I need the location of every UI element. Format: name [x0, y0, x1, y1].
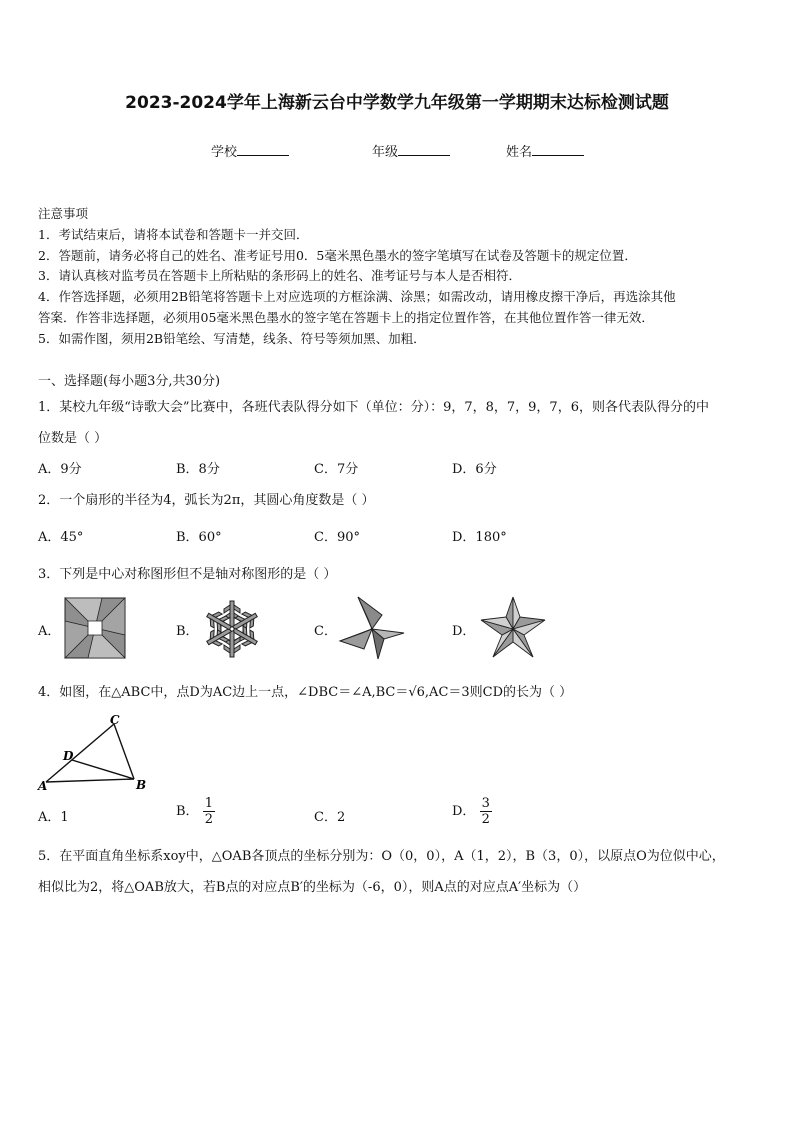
question-3-text: 3．下列是中心对称图形但不是轴对称图形的是（ ） [38, 567, 337, 582]
grade-label: 年级 [372, 145, 399, 160]
q2-option-b[interactable]: B．60° [176, 530, 222, 545]
question-2-text: 2．一个扇形的半径为4，弧长为2π，其圆心角度数是（ ） [38, 493, 375, 508]
question-4-text: 4．如图，在△ABC中，点D为AC边上一点，∠DBC＝∠A,BC＝√6,AC＝3则CD的长为（ ） [38, 685, 573, 700]
q1-option-b[interactable]: B．8分 [176, 462, 220, 477]
grade-field [372, 141, 450, 160]
vertex-label-d: D [63, 749, 74, 763]
vertex-label-a: A [38, 779, 48, 793]
fraction-denominator: 2 [481, 812, 490, 827]
five-point-star-figure [478, 594, 548, 660]
q1-option-a[interactable]: A．9分 [38, 462, 82, 477]
school-field [211, 141, 289, 160]
q4-option-b-fraction [203, 796, 215, 827]
q4-option-d-fraction [480, 796, 492, 827]
note-item: 2．答题前，请务必将自己的姓名、准考证号用0．5毫米黑色墨水的签字笔填写在试卷及答题卡的规定位置． [38, 248, 637, 263]
q3-option-d[interactable]: D． [452, 624, 476, 639]
q4-option-a[interactable]: A．1 [38, 810, 69, 825]
fraction-numerator: 1 [204, 796, 213, 811]
note-item: 5．如需作图，须用2B铅笔绘、写清楚，线条、符号等须加黑、加粗． [38, 331, 426, 346]
school-label: 学校 [211, 145, 238, 160]
note-item: 1．考试结束后，请将本试卷和答题卡一并交回． [38, 227, 309, 242]
grade-blank[interactable] [398, 143, 450, 156]
name-label: 姓名 [506, 145, 533, 160]
vertex-label-c: C [110, 713, 120, 727]
question-5-text-cont: 相似比为2，将△OAB放大，若B点的对应点B′的坐标为（-6，0），则A点的对应点A′坐标为（） [38, 880, 587, 895]
note-item: 答案．作答非选择题，必须用05毫米黑色墨水的签字笔在答题卡上的指定位置作答，在其他位置作答一律无效． [38, 310, 654, 325]
section-heading: 一、选择题(每小题3分,共30分) [38, 374, 221, 389]
q4-option-c[interactable]: C．2 [314, 810, 346, 825]
note-item: 3．请认真核对监考员在答题卡上所粘贴的条形码上的姓名、准考证号与本人是否相符． [38, 268, 521, 283]
question-1-text-cont: 位数是（ ） [38, 431, 108, 446]
q4-option-d-letter: D． [452, 804, 476, 819]
q2-option-d[interactable]: D．180° [452, 530, 507, 545]
vertex-label-b: B [136, 778, 147, 792]
triangle-abc-figure [36, 712, 154, 794]
notes-heading: 注意事项 [38, 206, 89, 221]
snowflake-figure [200, 597, 264, 661]
q3-option-b[interactable]: B． [176, 624, 199, 639]
fraction-denominator: 2 [204, 812, 213, 827]
note-item: 4．作答选择题，必须用2B铅笔将答题卡上对应选项的方框涂满、涂黑；如需改动，请用橡皮擦干净后，再选涂其他 [38, 289, 676, 304]
q1-option-d[interactable]: D．6分 [452, 462, 497, 477]
name-field [506, 141, 584, 160]
q1-option-c[interactable]: C．7分 [314, 462, 359, 477]
question-5-text: 5．在平面直角坐标系xoy中，△OAB各顶点的坐标分别为：O（0，0），A（1，2），B（3，0），以原点O为位似中心， [38, 849, 725, 864]
q3-option-a[interactable]: A． [38, 624, 61, 639]
three-blade-figure [338, 593, 408, 661]
q3-option-c[interactable]: C． [314, 624, 337, 639]
name-blank[interactable] [532, 143, 584, 156]
question-1-text: 1．某校九年级“诗歌大会”比赛中，各班代表队得分如下（单位：分）：9，7，8，7，9，7，6，则各代表队得分的中 [38, 400, 709, 415]
q4-option-b[interactable] [176, 796, 215, 827]
school-blank[interactable] [237, 143, 289, 156]
pinwheel-square-figure [64, 597, 126, 659]
q4-option-b-letter: B． [176, 804, 199, 819]
fraction-numerator: 3 [481, 796, 490, 811]
q2-option-c[interactable]: C．90° [314, 530, 360, 545]
exam-title: 2023-2024学年上海新云台中学数学九年级第一学期期末达标检测试题 [125, 93, 669, 113]
q4-option-d[interactable] [452, 796, 492, 827]
q2-option-a[interactable]: A．45° [38, 530, 84, 545]
